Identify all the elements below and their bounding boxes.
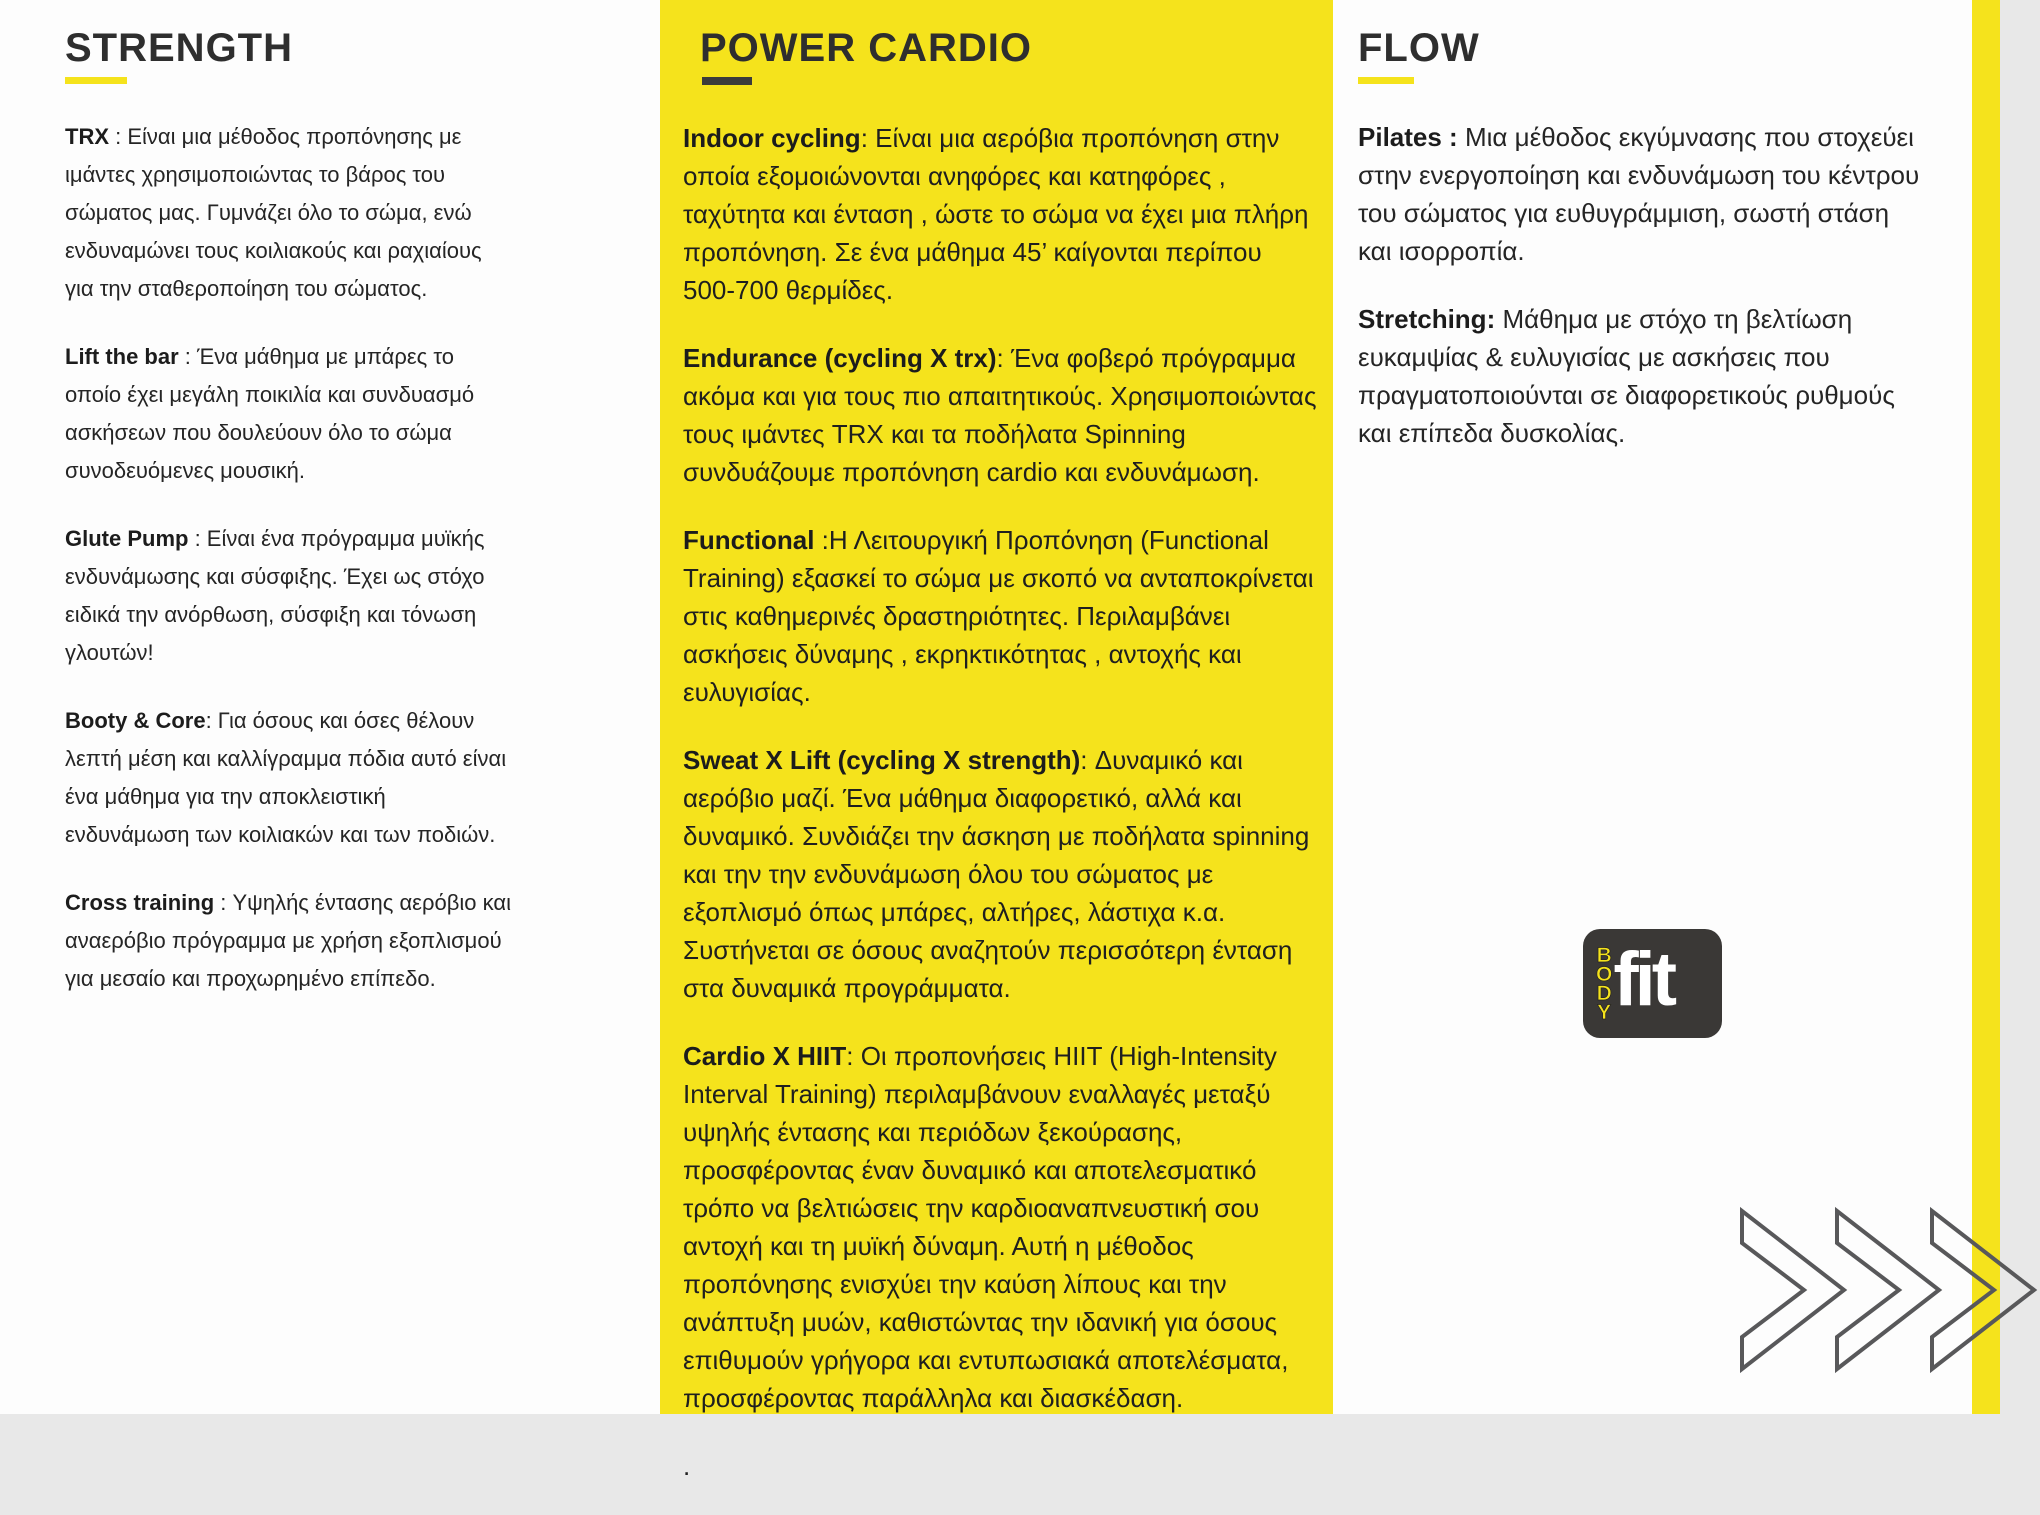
class-name: Sweat X Lift (cycling X strength) <box>683 745 1081 775</box>
class-description-trx <box>65 118 513 308</box>
class-description-functional <box>683 521 1320 711</box>
class-name: Lift the bar <box>65 344 179 369</box>
stray-period <box>683 1447 1320 1485</box>
class-description-booty-core <box>65 702 513 854</box>
logo-body-vertical-text <box>1596 943 1613 1024</box>
class-description-sweat-x-lift <box>683 741 1320 1007</box>
flow-class-list <box>1358 118 1928 452</box>
class-text: : Είναι ένα πρόγραμμα μυϊκής ενδυνάμωσης και σύσφιξης. Έχει ως στόχο ειδικά την ανόρθωση, σύσφιξη και τόνωση γλουτών! <box>65 526 485 665</box>
power-cardio-column <box>683 26 1320 1515</box>
flow-column <box>1358 26 1928 482</box>
class-name: Cardio X HIIT <box>683 1041 847 1071</box>
class-text: : Για όσους και όσες θέλουν λεπτή μέση και καλλίγραμμα πόδια αυτό είναι ένα μάθημα για την αποκλειστική ενδυνάμωση των κοιλιακών και των ποδιών. <box>65 708 507 847</box>
flow-title: FLOW <box>1358 26 1480 70</box>
class-name: Stretching: <box>1358 304 1496 334</box>
triple-chevron-icon <box>1740 1209 2040 1373</box>
class-description-endurance <box>683 339 1320 491</box>
strength-underline <box>65 77 127 84</box>
class-description-glute-pump <box>65 520 513 672</box>
class-description-lift-the-bar <box>65 338 513 490</box>
class-description-cross-training <box>65 884 513 998</box>
class-text: Μια μέθοδος εκγύμνασης που στοχεύει στην ενεργοποίηση και ενδυνάμωση του κέντρου του σώματος για ευθυγράμμιση, σωστή στάση και ισορροπία. <box>1358 122 1920 266</box>
class-text: : Ένα μάθημα με μπάρες το οποίο έχει μεγάλη ποικιλία και συνδυασμό ασκήσεων που δουλεύουν όλο το σώμα συνοδευόμενες μουσική. <box>65 344 475 483</box>
class-text: : Οι προπονήσεις HIIT (High-Intensity Interval Training) περιλαμβάνουν εναλλαγές μεταξύ υψηλής έντασης και περιόδων ξεκούρασης, προσφέροντας έναν δυναμικό και αποτελεσματικό τρόπο να βελτιώσεις την καρδιοαναπνευστική σου αντοχή και τη μυϊκή δύναμη. Αυτή η μέθοδος προπόνησης ενισχύει την καύση λίπους και την ανάπτυξη μυών, καθιστώντας την ιδανική για όσους επιθυμούν γρήγορα και εντυπωσιακά αποτελέσματα, προσφέροντας παράλληλα και διασκέδαση. <box>683 1041 1289 1413</box>
strength-title: STRENGTH <box>65 26 293 70</box>
class-name: Indoor cycling <box>683 123 861 153</box>
strength-column <box>65 26 513 1028</box>
class-description-cardio-x-hiit <box>683 1037 1320 1417</box>
class-name: Glute Pump <box>65 526 189 551</box>
class-text: :Η Λειτουργική Προπόνηση (Functional Training) εξασκεί το σώμα με σκοπό να ανταποκρίνεται στις καθημερινές δραστηριότητες. Περιλαμβάνει ασκήσεις δύναμης , εκρηκτικότητας , αντοχής και ευλυγισίας. <box>683 525 1314 707</box>
power-cardio-title: POWER CARDIO <box>700 26 1032 70</box>
class-description-pilates <box>1358 118 1928 270</box>
class-name: Cross training <box>65 890 215 915</box>
flow-underline <box>1358 77 1414 84</box>
class-text: Μάθημα με στόχο τη βελτίωση ευκαμψίας & ευλυγισίας με ασκήσεις που πραγματοποιούνται σε διαφορετικούς ρυθμούς και επίπεδα δυσκολίας. <box>1358 304 1895 448</box>
class-text: : Υψηλής έντασης αερόβιο και αναερόβιο πρόγραμμα με χρήση εξοπλισμού για μεσαίο και προχωρημένο επίπεδο. <box>65 890 511 991</box>
power-cardio-class-list <box>683 119 1320 1485</box>
class-name: Functional <box>683 525 815 555</box>
logo-letter-d: D <box>1596 981 1612 1005</box>
class-text: : Είναι μια αερόβια προπόνηση στην οποία εξομοιώνονται ανηφόρες και κατηφόρες , ταχύτητα και ένταση , ώστε το σώμα να έχει μια πλήρη προπόνηση. Σε ένα μάθημα 45’ καίγονται περίπου 500-700 θερμίδες. <box>683 123 1309 305</box>
class-text: : Δυναμικό και αερόβιο μαζί. Ένα μάθημα διαφορετικό, αλλά και δυναμικό. Συνδιάζει την άσκηση με ποδήλατα spinning και την την ενδυνάμωση όλου του σώματος με εξοπλισμό όπως μπάρες, αλτήρες, λάστιχα κ.α. Συστήνεται σε όσους αναζητούν περισσότερη ένταση στα δυναμικά προγράμματα. <box>683 745 1310 1003</box>
logo-letter-o: O <box>1596 962 1613 986</box>
bodyfit-logo <box>1583 929 1722 1038</box>
right-edge-strip <box>1972 0 2000 1414</box>
logo-letter-y: Y <box>1597 1000 1612 1024</box>
class-name: Endurance (cycling X trx) <box>683 343 997 373</box>
strength-class-list <box>65 118 513 998</box>
power-cardio-underline <box>702 77 752 85</box>
class-text: : Ένα φοβερό πρόγραμμα ακόμα και για τους πιο απαιτητικούς. Χρησιμοποιώντας τους ιμάντες TRX και τα ποδήλατα Spinning συνδυάζουμε προπόνηση cardio και ενδυνάμωση. <box>683 343 1317 487</box>
class-text: . <box>683 1451 691 1481</box>
class-name: Pilates : <box>1358 122 1458 152</box>
class-text: : Είναι μια μέθοδος προπόνησης με ιμάντες χρησιμοποιώντας το βάρος του σώματος μας. Γυμνάζει όλο το σώμα, ενώ ενδυναμώνει τους κοιλιακούς και ραχιαίους για την σταθεροποίηση του σώματος. <box>65 124 482 301</box>
class-description-stretching <box>1358 300 1928 452</box>
class-name: Booty & Core <box>65 708 206 733</box>
class-name: TRX <box>65 124 109 149</box>
logo-fit-wordmark: fit <box>1613 936 1674 1022</box>
class-description-indoor-cycling <box>683 119 1320 309</box>
logo-letter-b: B <box>1596 943 1612 967</box>
